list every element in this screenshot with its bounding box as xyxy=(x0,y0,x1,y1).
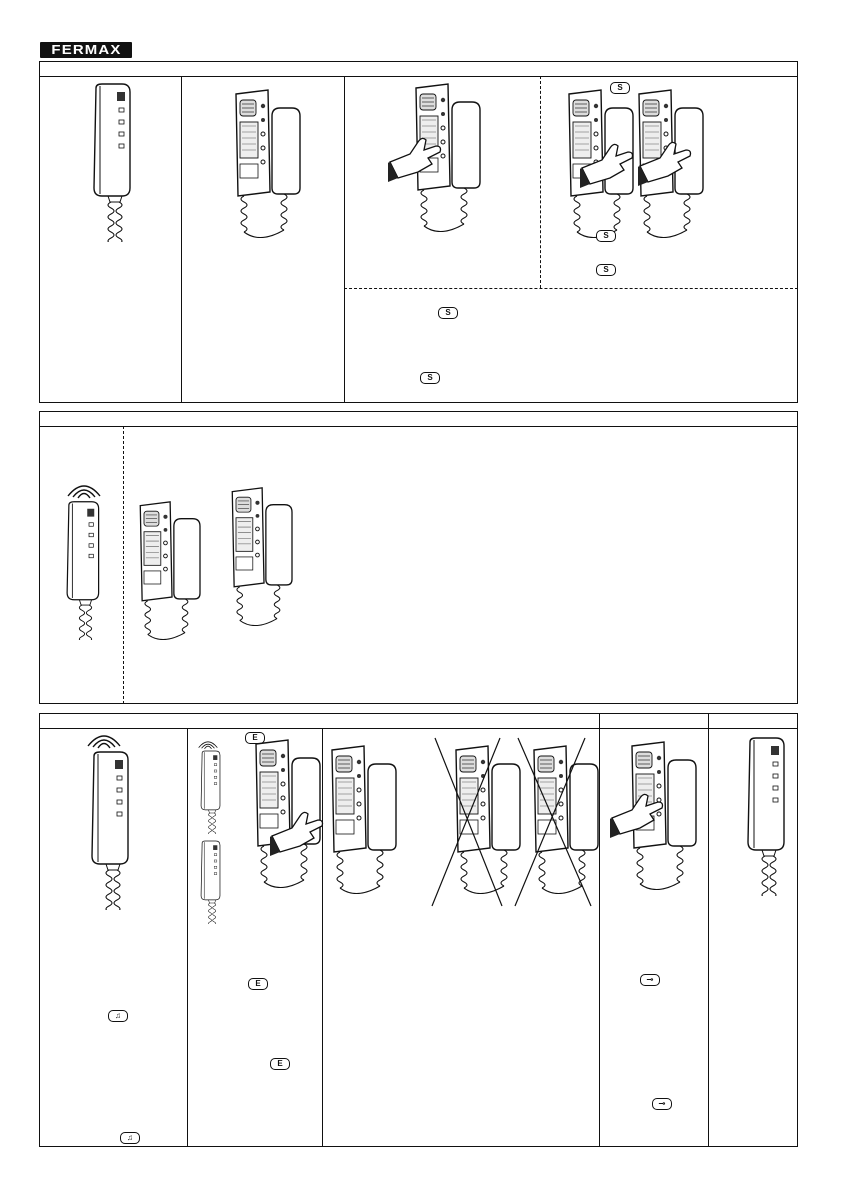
dashed-divider xyxy=(540,76,541,288)
section-3 xyxy=(39,713,798,1147)
monitor-handset-icon xyxy=(86,82,136,242)
divider xyxy=(187,728,188,1147)
monitor-handset-icon xyxy=(196,750,224,834)
section-2 xyxy=(39,411,798,704)
melody-icon: ♫ xyxy=(108,1010,128,1022)
dashed-divider xyxy=(344,288,798,289)
hand-pointer-icon xyxy=(270,806,330,856)
door-key-icon: ⊸ xyxy=(652,1098,672,1110)
section-3-header-rule xyxy=(40,728,797,729)
monitor-handset-icon xyxy=(740,736,790,896)
divider xyxy=(181,76,182,403)
e-button-icon: E xyxy=(270,1058,290,1070)
section-1-header-rule xyxy=(40,76,797,77)
hand-pointer-icon xyxy=(580,138,640,188)
divider xyxy=(344,76,345,403)
ringing-waves-icon xyxy=(84,726,124,750)
monitor-handset-icon xyxy=(84,750,134,910)
brand-logo: FERMAX xyxy=(40,42,132,58)
divider xyxy=(708,714,709,1147)
ringing-waves-icon xyxy=(64,476,104,500)
cross-out-icon xyxy=(430,738,505,908)
hand-pointer-icon xyxy=(610,788,670,838)
s-button-icon: S xyxy=(438,307,458,319)
s-button-icon: S xyxy=(420,372,440,384)
s-button-icon: S xyxy=(596,264,616,276)
video-monitor-icon xyxy=(230,88,310,238)
video-monitor-icon xyxy=(224,486,304,626)
video-monitor-icon xyxy=(326,744,406,894)
melody-icon: ♫ xyxy=(120,1132,140,1144)
video-monitor-icon xyxy=(132,500,212,640)
cross-out-icon xyxy=(513,738,593,908)
e-button-icon: E xyxy=(248,978,268,990)
section-1 xyxy=(39,61,798,403)
monitor-handset-icon xyxy=(57,500,107,640)
dashed-divider xyxy=(123,426,124,704)
section-2-header-rule xyxy=(40,426,797,427)
ringing-waves-icon xyxy=(196,736,220,750)
door-key-icon: ⊸ xyxy=(640,974,660,986)
s-button-icon: S xyxy=(610,82,630,94)
s-button-icon: S xyxy=(596,230,616,242)
monitor-handset-icon xyxy=(196,840,224,924)
e-button-icon: E xyxy=(245,732,265,744)
hand-pointer-icon xyxy=(388,132,448,182)
hand-pointer-icon xyxy=(638,136,698,186)
